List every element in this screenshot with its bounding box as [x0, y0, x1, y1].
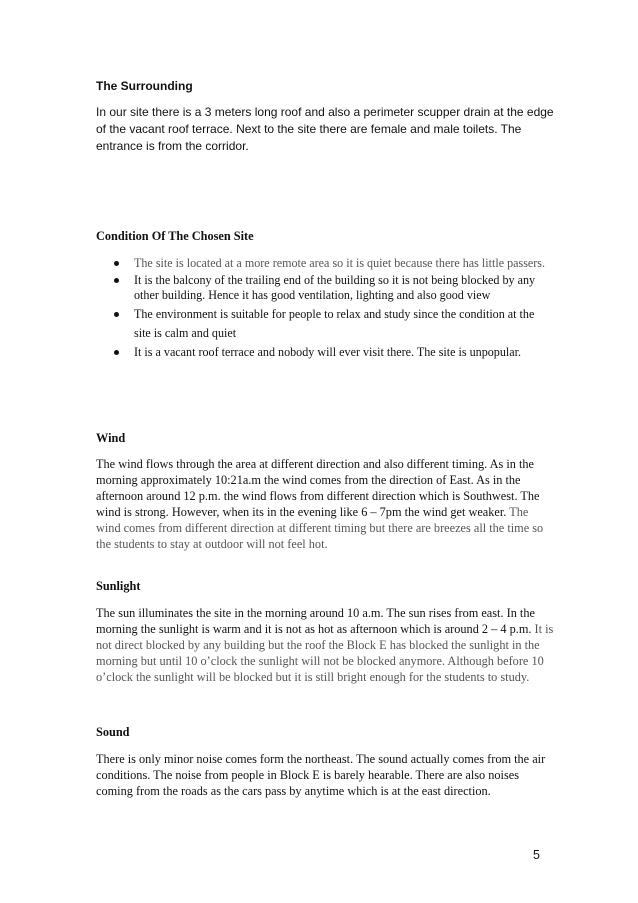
condition-bullet-text: The site is located at a more remote area so it is quiet because there has little passers. — [134, 256, 546, 270]
surrounding-heading: The Surrounding — [96, 79, 193, 93]
sunlight-paragraph — [96, 605, 554, 685]
bullet-icon — [114, 261, 119, 266]
sunlight-extra-text: It is not direct blocked by any building but the roof the Block E has blocked the sunlight in the morning but until 10 o’clock the sunlight will not be blocked anymore. Although before 10 o’clock the sunlight will be blocked but it is still bright enough for the students to study. — [96, 622, 554, 684]
condition-heading: Condition Of The Chosen Site — [96, 229, 254, 243]
sound-heading: Sound — [96, 725, 130, 739]
surrounding-paragraph: In our site there is a 3 meters long roof and also a perimeter scupper drain at the edge of the vacant roof terrace. Next to the site there are female and male toilets. The entrance is from the corridor. — [96, 105, 554, 153]
bullet-icon — [114, 278, 119, 283]
sunlight-text: The sun illuminates the site in the morning around 10 a.m. The sun rises from east. In the morning the sunlight is warm and it is not as hot as afternoon which is around 2 – 4 p.m. — [96, 606, 535, 636]
bullet-icon — [114, 312, 119, 317]
page-number: 5 — [533, 848, 540, 862]
condition-bullet-item — [96, 305, 548, 343]
condition-bullet-item — [96, 273, 548, 303]
wind-extra-text: The wind comes from different direction at different timing but there are breezes all the time so the students to stay at outdoor will not feel hot. — [96, 505, 544, 551]
wind-text: The wind flows through the area at different direction and also different timing. As in the morning approximately 10:21a.m the wind comes from the direction of East. As in the afternoon around 12 p.m. the wind flows from different direction which is Southwest. The wind is strong. However, when its in the evening like 6 – 7pm the wind get weaker. — [96, 457, 540, 519]
condition-bullet-item — [96, 343, 548, 362]
wind-heading: Wind — [96, 431, 126, 445]
condition-bullet-item — [96, 256, 548, 271]
condition-bullet-list — [96, 256, 548, 362]
sunlight-heading: Sunlight — [96, 579, 141, 593]
wind-paragraph — [96, 456, 554, 552]
sound-paragraph: There is only minor noise comes form the northeast. The sound actually comes from the air conditions. The noise from people in Block E is barely hearable. There are also noises coming from the roads as the cars pass by anytime which is at the east direction. — [96, 752, 546, 798]
condition-bullet-text: It is a vacant roof terrace and nobody will ever visit there. The site is unpopular. — [134, 345, 521, 359]
bullet-icon — [114, 350, 119, 355]
condition-bullet-text: The environment is suitable for people to relax and study since the condition at the site is calm and quiet — [134, 307, 535, 340]
condition-bullet-text: It is the balcony of the trailing end of the building so it is not being blocked by any other building. Hence it has good ventilation, lighting and also good view — [134, 273, 536, 302]
